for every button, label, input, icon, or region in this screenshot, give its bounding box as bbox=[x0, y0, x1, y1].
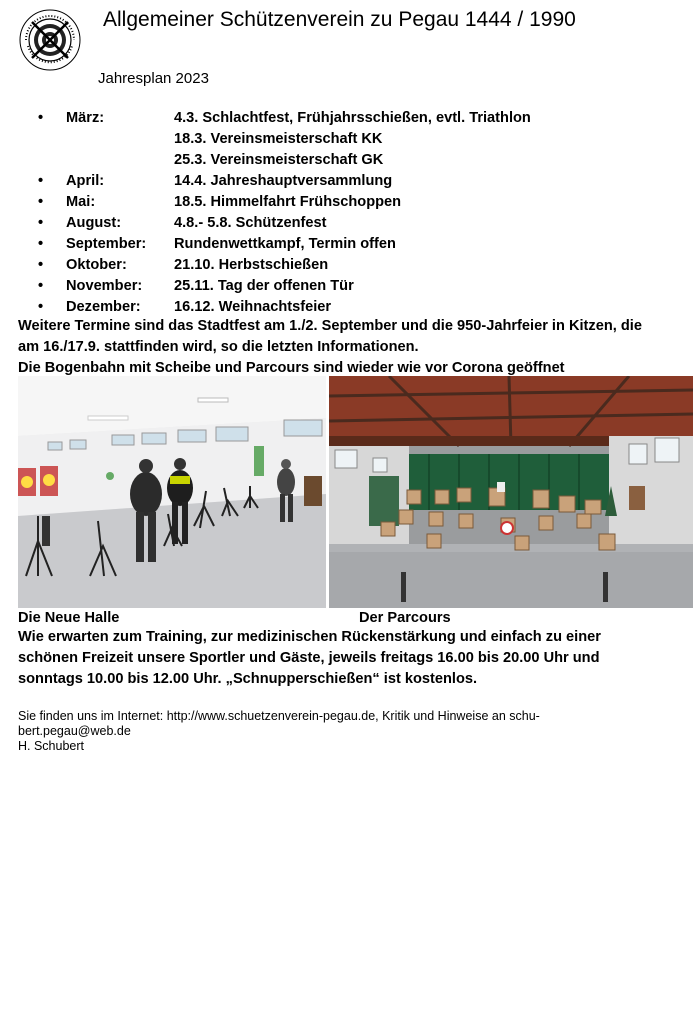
bullet-icon: • bbox=[38, 173, 44, 189]
footer-signature: H. Schubert bbox=[18, 739, 85, 753]
plan-month: April: bbox=[66, 173, 105, 189]
plan-event: Rundenwettkampf, Termin offen bbox=[174, 236, 396, 252]
plan-row bbox=[38, 192, 678, 213]
plan-month: August: bbox=[66, 215, 122, 231]
plan-month: Dezember: bbox=[66, 299, 141, 315]
plan-event: 25.11. Tag der offenen Tür bbox=[174, 278, 354, 294]
notes-line: Weitere Termine sind das Stadtfest am 1./2. September und die 950-Jahrfeier in Kitzen, die bbox=[18, 318, 642, 334]
notes-line: Die Bogenbahn mit Scheibe und Parcours sind wieder wie vor Corona geöffnet bbox=[18, 360, 565, 376]
plan-month: Mai: bbox=[66, 194, 96, 210]
training-paragraph bbox=[18, 627, 688, 690]
plan-event: 4.8.- 5.8. Schützenfest bbox=[174, 215, 327, 231]
plan-event: 25.3. Vereinsmeisterschaft GK bbox=[174, 152, 384, 168]
bullet-icon: • bbox=[38, 215, 44, 231]
plan-row bbox=[38, 255, 678, 276]
club-seal-icon bbox=[18, 8, 82, 72]
plan-month: November: bbox=[66, 278, 143, 294]
footer-line: Sie finden uns im Internet: http://www.schuetzenverein-pegau.de, Kritik und Hinweise an schu- bbox=[18, 709, 540, 723]
training-line: sonntags 10.00 bis 12.00 Uhr. „Schnupperschießen“ ist kostenlos. bbox=[18, 671, 478, 687]
notes-paragraph bbox=[18, 316, 688, 379]
club-logo bbox=[18, 8, 82, 72]
training-line: Wie erwarten zum Training, zur medizinischen Rückenstärkung und einfach zu einer bbox=[18, 629, 601, 645]
plan-row bbox=[38, 213, 678, 234]
bullet-icon: • bbox=[38, 194, 44, 210]
photo-neue-halle bbox=[18, 376, 326, 608]
plan-row bbox=[38, 129, 678, 150]
footer-line: bert.pegau@web.de bbox=[18, 724, 131, 738]
plan-month: März: bbox=[66, 110, 105, 126]
bullet-icon: • bbox=[38, 236, 44, 252]
event-plan-list bbox=[38, 108, 678, 318]
plan-event: 16.12. Weihnachtsfeier bbox=[174, 299, 332, 315]
plan-event: 18.5. Himmelfahrt Frühschoppen bbox=[174, 194, 402, 210]
photo-parcours bbox=[329, 376, 693, 608]
plan-event: 18.3. Vereinsmeisterschaft KK bbox=[174, 131, 383, 147]
caption-parcours: Der Parcours bbox=[359, 610, 451, 626]
plan-row bbox=[38, 171, 678, 192]
caption-neue-halle: Die Neue Halle bbox=[18, 610, 120, 626]
bullet-icon: • bbox=[38, 278, 44, 294]
notes-line: am 16./17.9. stattfinden wird, so die letzten Informationen. bbox=[18, 339, 419, 355]
plan-row bbox=[38, 108, 678, 129]
plan-event: 14.4. Jahreshauptversammlung bbox=[174, 173, 393, 189]
bullet-icon: • bbox=[38, 257, 44, 273]
page-title: Allgemeiner Schützenverein zu Pegau 1444 / 1990 bbox=[103, 8, 576, 31]
plan-row bbox=[38, 297, 678, 318]
plan-event: 21.10. Herbstschießen bbox=[174, 257, 329, 273]
plan-month: September: bbox=[66, 236, 147, 252]
bullet-icon: • bbox=[38, 110, 44, 126]
training-line: schönen Freizeit unsere Sportler und Gäste, jeweils freitags 16.00 bis 20.00 Uhr und bbox=[18, 650, 600, 666]
plan-event: 4.3. Schlachtfest, Frühjahrsschießen, evtl. Triathlon bbox=[174, 110, 531, 126]
plan-subtitle: Jahresplan 2023 bbox=[98, 70, 209, 87]
bullet-icon: • bbox=[38, 299, 44, 315]
plan-month: Oktober: bbox=[66, 257, 127, 273]
plan-row bbox=[38, 234, 678, 255]
plan-row bbox=[38, 276, 678, 297]
plan-row bbox=[38, 150, 678, 171]
footer-contact bbox=[18, 709, 618, 754]
